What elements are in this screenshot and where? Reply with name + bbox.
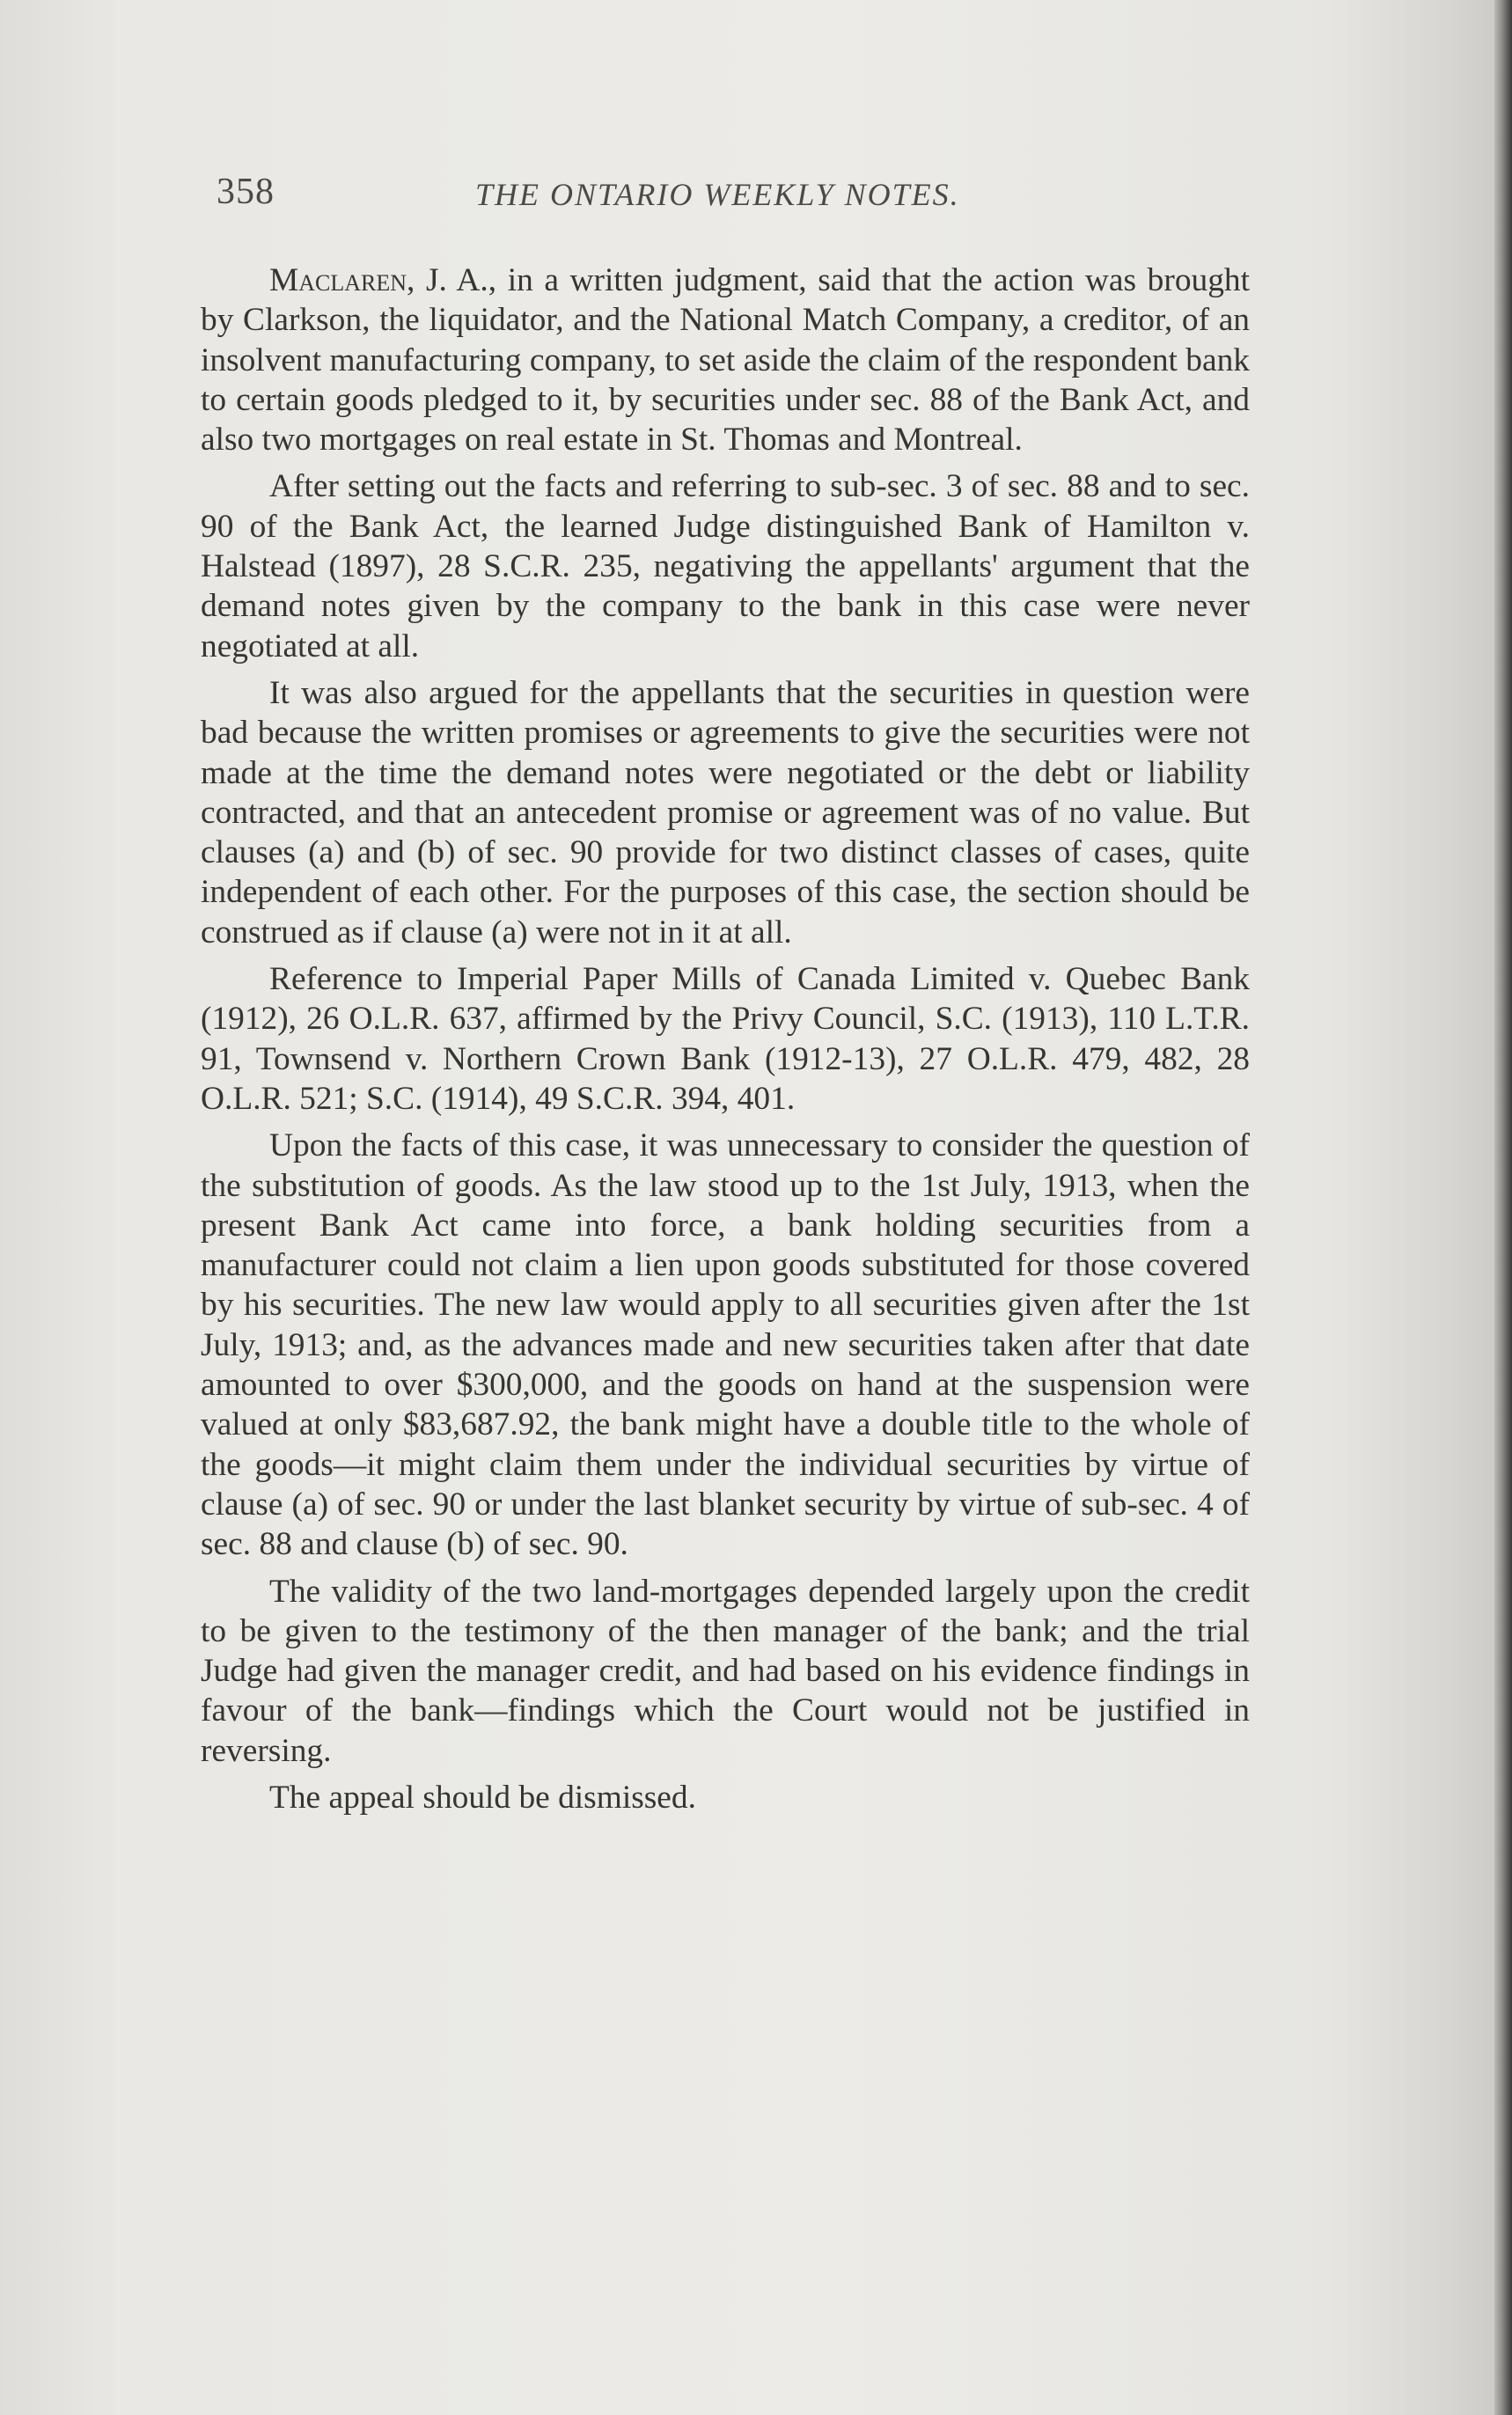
judge-name: Maclaren, J. A. [269,262,488,298]
page-number: 358 [217,172,275,212]
page-edge-shadow [1494,0,1512,2415]
paragraph-substitution-of-goods: Upon the facts of this case, it was unnecessary to consider the question of the substitution of goods. As the law stood up to the 1st July, 1913, when the present Bank Act came into force, a bank holding securities from a manufacturer could not claim a lien upon goods substituted for those covered by his securities. The new law would apply to all securities given after the 1st July, 1913; and, as the advances made and new securities taken after that date amounted to over $300,000, and the goods on hand at the suspension were valued at only $83,687.92, the bank might have a double title to the whole of the goods—it might claim them under the individual securities by virtue of clause (a) of sec. 90 or under the last blanket security by virtue of sub-sec. 4 of sec. 88 and clause (b) of sec. 90. [201,1127,1250,1563]
paragraph-appellants-argument: It was also argued for the appellants that the securities in question were bad because the written promises or agreements to give the securities were not made at the time the demand notes were negotiated or the debt or liability contracted, and that an antecedent promise or agreement was of no value. But clauses (a) and (b) of sec. 90 provide for two distinct classes of cases, quite independent of each other. For the purposes of this case, the section should be construed as if clause (a) were not in it at all. [201,674,1250,951]
paragraph-land-mortgages: The validity of the two land-mortgages depended largely upon the credit to be given to the testimony of the then manager of the bank; and the trial Judge had given the manager credit, and had based on his evidence findings in favour of the bank—findings which the Court would not be justified in reversing. [201,1573,1250,1769]
paragraph-text: , in a written judgment, said that the action was brought by Clarkson, the liquidator, and the National Match Company, a creditor, of an insolvent manufacturing company, to set aside the claim of the respondent bank to certain goods pledged to it, by securities under sec. 88 of the Bank Act, and also two mortgages on real estate in St. Thomas and Montreal. [201,262,1250,459]
running-head [0,167,1512,229]
paragraph-bank-act: After setting out the facts and referring to sub-sec. 3 of sec. 88 and to sec. 90 of the Bank Act, the learned Judge distinguished Bank of Hamilton v. Halstead (1897), 28 S.C.R. 235, negativing the appellants' argument that the demand notes given by the company to the bank in this case were never negotiated at all. [201,468,1250,664]
paragraph-judgment-intro [201,261,1250,459]
paragraph-conclusion: The appeal should be dismissed. [269,1779,696,1816]
journal-title: THE ONTARIO WEEKLY NOTES. [475,177,960,212]
body-text [201,261,1250,1824]
paragraph-references: Reference to Imperial Paper Mills of Canada Limited v. Quebec Bank (1912), 26 O.L.R. 637, affirmed by the Privy Council, S.C. (1913), 110 L.T.R. 91, Townsend v. Northern Crown Bank (1912-13), 27 O.L.R. 479, 482, 28 O.L.R. 521; S.C. (1914), 49 S.C.R. 394, 401. [201,961,1250,1117]
